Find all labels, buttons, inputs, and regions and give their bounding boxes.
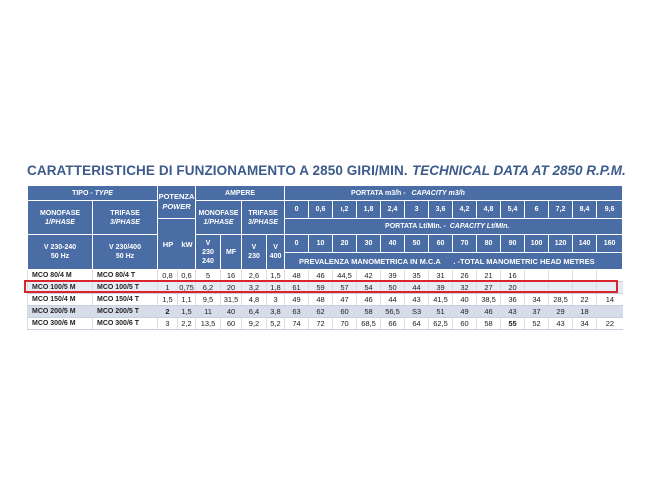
m3h-value: 4,8: [477, 201, 501, 219]
head-cell: 64: [405, 318, 429, 330]
head-cell: 61: [285, 282, 309, 294]
amp-400-cell: 3: [267, 294, 285, 306]
head-cell: 47: [333, 294, 357, 306]
head-cell: 34: [573, 318, 597, 330]
m3h-value: 4,2: [453, 201, 477, 219]
head-cell: 43: [501, 306, 525, 318]
mf-cell: 20: [221, 282, 242, 294]
head-cell: 49: [453, 306, 477, 318]
header-row-2: [28, 201, 623, 219]
head-cell: 58: [477, 318, 501, 330]
v-mono-header: V 230 240: [196, 235, 221, 270]
model-tri: MCO 150/4 T: [93, 294, 158, 306]
potenza-header: POTENZA POWER: [158, 186, 196, 219]
header-row-1: [28, 186, 623, 201]
head-cell: 14: [597, 294, 623, 306]
head-cell: 26: [453, 270, 477, 282]
lmin-value: 40: [381, 235, 405, 253]
v230-header: V 230: [242, 235, 267, 270]
head-cell: 46: [309, 270, 333, 282]
highlight-frame: [24, 280, 618, 293]
hp-cell: 1: [158, 282, 178, 294]
model-mono: MCO 200/5 M: [28, 306, 93, 318]
head-cell: 58: [357, 306, 381, 318]
table-row: [28, 318, 623, 330]
lmin-value: 20: [333, 235, 357, 253]
head-cell: 46: [477, 306, 501, 318]
lmin-value: 90: [501, 235, 525, 253]
head-cell: 52: [525, 318, 549, 330]
kw-cell: 1,1: [178, 294, 196, 306]
head-cell: 62,5: [429, 318, 453, 330]
head-cell: 21: [477, 270, 501, 282]
head-cell: 41,5: [429, 294, 453, 306]
head-cell: 40: [453, 294, 477, 306]
head-cell: S3: [405, 306, 429, 318]
data-rows: [28, 270, 623, 330]
head-cell: 68,5: [357, 318, 381, 330]
head-cell: 66: [381, 318, 405, 330]
head-cell: 62: [309, 306, 333, 318]
m3h-value: 0,6: [309, 201, 333, 219]
head-cell: 57: [333, 282, 357, 294]
amp-400-cell: 3,8: [267, 306, 285, 318]
lmin-value: 160: [597, 235, 623, 253]
tri-voltage-header: V 230/400 50 Hz: [93, 235, 158, 270]
tipo-header: TIPO - TYPE: [28, 186, 158, 201]
head-cell: 32: [453, 282, 477, 294]
head-cell: 54: [357, 282, 381, 294]
hp-cell: 3: [158, 318, 178, 330]
lmin-value: 60: [429, 235, 453, 253]
head-cell: 44,5: [333, 270, 357, 282]
head-cell: 51: [429, 306, 453, 318]
table-row: [28, 306, 623, 318]
model-mono: MCO 300/6 M: [28, 318, 93, 330]
amp-400-cell: 1,5: [267, 270, 285, 282]
hp-label: HP: [162, 239, 174, 249]
head-cell: 42: [357, 270, 381, 282]
head-cell: 72: [309, 318, 333, 330]
head-cell: 22: [573, 294, 597, 306]
amp-230-cell: 3,2: [242, 282, 267, 294]
head-cell: 48: [285, 270, 309, 282]
lmin-value: 120: [549, 235, 573, 253]
mf-cell: 40: [221, 306, 242, 318]
head-cell: 39: [429, 282, 453, 294]
head-cell: 28,5: [549, 294, 573, 306]
head-cell: 55: [501, 318, 525, 330]
lmin-value: 100: [525, 235, 549, 253]
kw-label: kW: [181, 239, 193, 249]
head-cell: 43: [549, 318, 573, 330]
head-cell: 16: [501, 270, 525, 282]
m3h-value: 9,6: [597, 201, 623, 219]
head-cell: 29: [549, 306, 573, 318]
m3h-value: 1,8: [357, 201, 381, 219]
m3h-value: 0: [285, 201, 309, 219]
kw-cell: 0,75: [179, 283, 194, 292]
head-cell: 43: [405, 294, 429, 306]
head-cell: 37: [525, 306, 549, 318]
m3h-value: 3,6: [429, 201, 453, 219]
mf-cell: 60: [221, 318, 242, 330]
hp-cell: 0,8: [158, 270, 178, 282]
head-cell: 60: [333, 306, 357, 318]
model-tri: MCO 200/5 T: [93, 306, 158, 318]
header-row-4: [28, 235, 623, 253]
m3h-value: 7,2: [549, 201, 573, 219]
lmin-value: 80: [477, 235, 501, 253]
amp-mono-cell: 11: [196, 306, 221, 318]
head-cell: 44: [381, 294, 405, 306]
head-cell: 36: [501, 294, 525, 306]
m3h-value: 5,4: [501, 201, 525, 219]
amp-400-cell: 1,8: [267, 282, 285, 294]
amp-mono-cell: 9,5: [196, 294, 221, 306]
lmin-value: 140: [573, 235, 597, 253]
head-cell: 46: [357, 294, 381, 306]
head-cell: 48: [309, 294, 333, 306]
head-cell: 49: [285, 294, 309, 306]
model-tri: MCO 80/4 T: [93, 270, 158, 282]
hp-kw-spacer: [158, 219, 196, 270]
amp-mono-cell: 13,5: [196, 318, 221, 330]
title-english: TECHNICAL DATA AT 2850 R.P.M.: [412, 163, 626, 178]
amp-monofase-header: MONOFASE 1/PHASE: [196, 201, 242, 235]
mf-cell: 31,5: [221, 294, 242, 306]
technical-data-table: [27, 185, 623, 330]
hp-cell: 2: [158, 306, 178, 318]
head-cell: [597, 306, 623, 318]
head-cell: 39: [381, 270, 405, 282]
head-cell: 27: [477, 282, 501, 294]
prevalenza-header: PREVALENZA MANOMETRICA IN M.C.A . -TOTAL MANOMETRIC HEAD METRES: [285, 253, 623, 270]
lmin-value: 30: [357, 235, 381, 253]
mf-cell: 16: [221, 270, 242, 282]
m3h-value: 2,4: [381, 201, 405, 219]
head-cell: 38,5: [477, 294, 501, 306]
head-cell: 59: [309, 282, 333, 294]
head-cell: 35: [405, 270, 429, 282]
lmin-value: 10: [309, 235, 333, 253]
amp-mono-cell: 5: [196, 270, 221, 282]
head-cell: 34: [525, 294, 549, 306]
mono-voltage-header: V 230-240 50 Hz: [28, 235, 93, 270]
amp-230-cell: 2,6: [242, 270, 267, 282]
kw-cell: 0,6: [178, 270, 196, 282]
mf-header: MF: [221, 235, 242, 270]
head-cell: 56,5: [381, 306, 405, 318]
amp-mono-cell: 6,2: [196, 282, 221, 294]
portata-lmin-header: PORTATA Lt/MIn. - CAPACITY Lt/MIn.: [285, 219, 623, 235]
kw-cell: 1,5: [178, 306, 196, 318]
amp-230-cell: 4,8: [242, 294, 267, 306]
model-mono: MCO 80/4 M: [28, 270, 93, 282]
ampere-header: AMPERE: [196, 186, 285, 201]
model-tri: MCO 100/5 T: [93, 282, 158, 294]
head-cell: 18: [573, 306, 597, 318]
head-cell: 70: [333, 318, 357, 330]
m3h-value: 6: [525, 201, 549, 219]
kw-cell: 2,2: [178, 318, 196, 330]
m3h-value: ı,2: [333, 201, 357, 219]
monofase-header: MONOFASE 1/PHASE: [28, 201, 93, 235]
head-cell: 60: [453, 318, 477, 330]
lmin-value: 0: [285, 235, 309, 253]
hp-cell: 1,5: [158, 294, 178, 306]
amp-400-cell: 5,2: [267, 318, 285, 330]
table-row: [28, 294, 623, 306]
lmin-value: 50: [405, 235, 429, 253]
head-cell: 31: [429, 270, 453, 282]
trifase-header: TRIFASE 3/PHASE: [93, 201, 158, 235]
head-cell: 50: [381, 282, 405, 294]
head-cell: 22: [597, 318, 623, 330]
head-cell: 44: [405, 282, 429, 294]
m3h-value: 8,4: [573, 201, 597, 219]
amp-trifase-header: TRIFASE 3/PHASE: [242, 201, 285, 235]
model-tri: MCO 300/6 T: [93, 318, 158, 330]
lmin-value: 70: [453, 235, 477, 253]
title-italian: CARATTERISTICHE DI FUNZIONAMENTO A 2850 GIRI/MIN.: [27, 163, 408, 178]
model-mono: MCO 150/4 M: [28, 294, 93, 306]
m3h-value: 3: [405, 201, 429, 219]
amp-230-cell: 6,4: [242, 306, 267, 318]
model-mono: MCO 100/5 M: [28, 282, 93, 294]
head-cell: 74: [285, 318, 309, 330]
portata-m3h-header: PORTATA m3/h - CAPACITY m3/h: [285, 186, 623, 201]
v400-header: V 400: [267, 235, 285, 270]
head-cell: 63: [285, 306, 309, 318]
amp-230-cell: 9,2: [242, 318, 267, 330]
head-cell: 20: [501, 282, 525, 294]
